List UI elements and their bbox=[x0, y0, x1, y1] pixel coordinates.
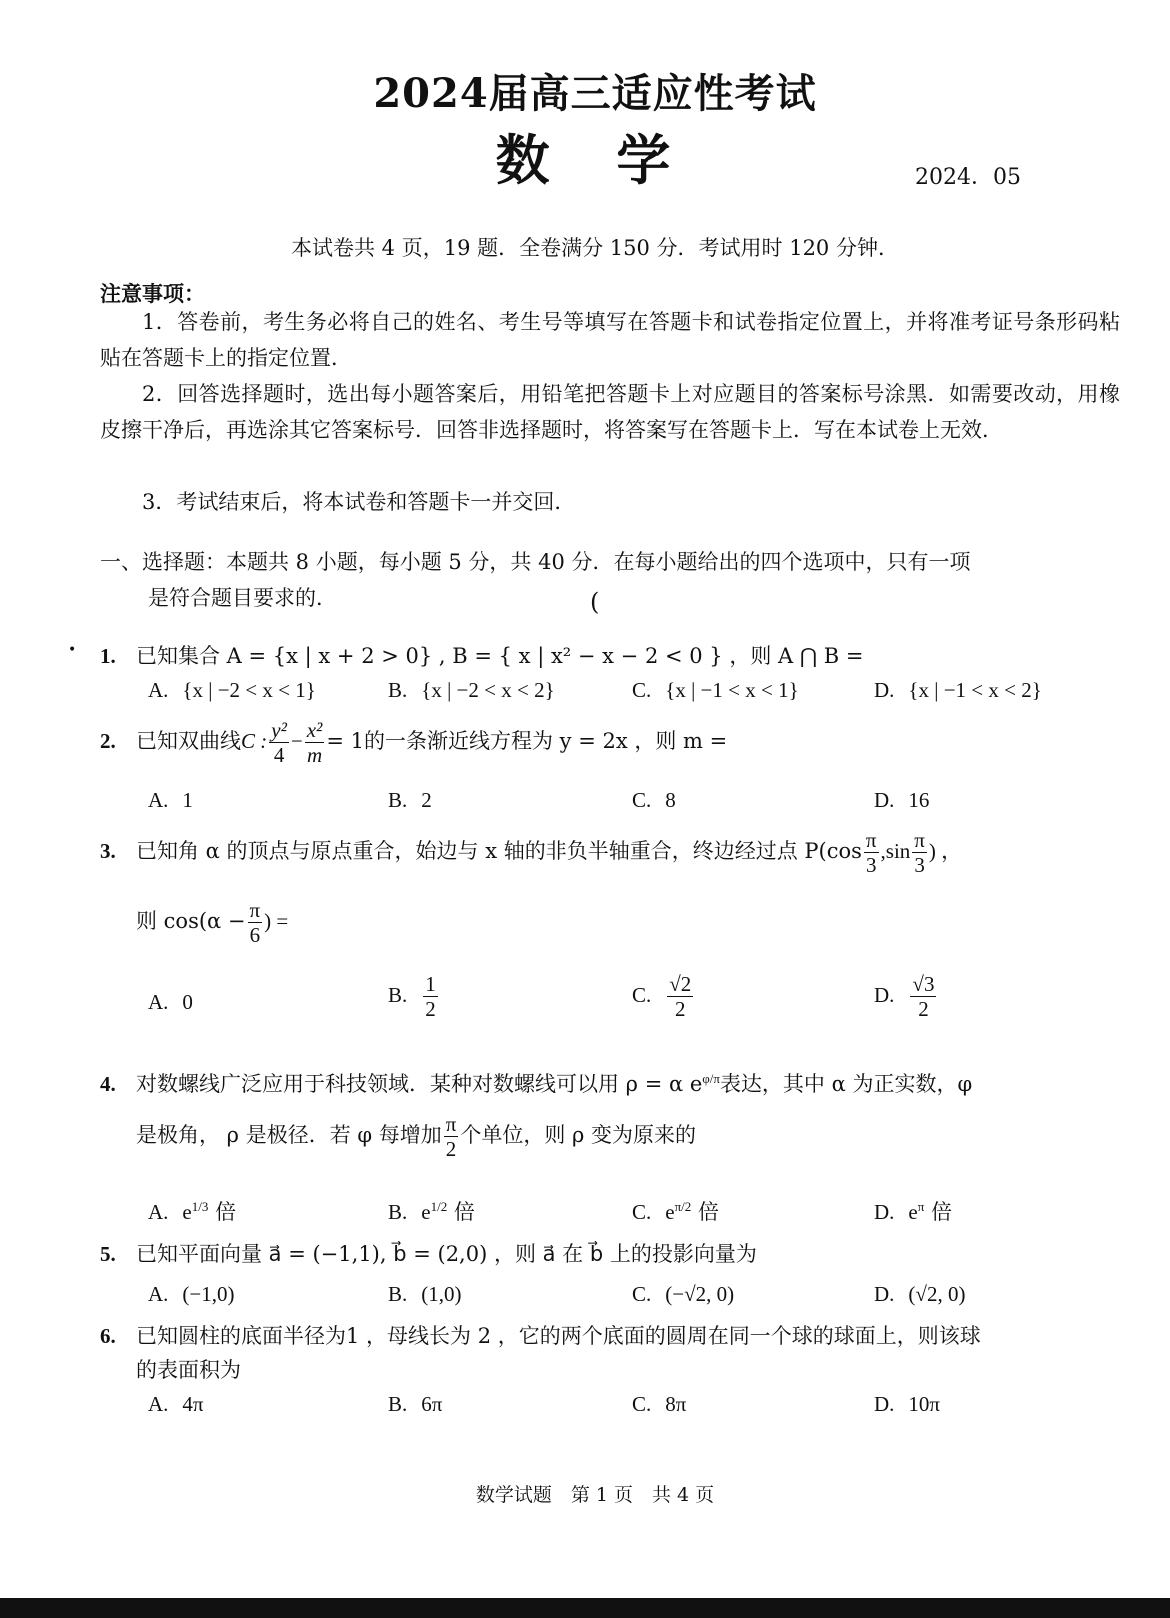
stray-paren: ( bbox=[590, 588, 600, 616]
question-text: 已知集合 A = {x | x + 2 > 0} , B = { x | x² − x − 2 < 0 } ，则 A ⋂ B = bbox=[136, 644, 864, 668]
exam-info: 本试卷共 4 页，19 题．全卷满分 150 分．考试用时 120 分钟． bbox=[291, 236, 899, 260]
option-b: B. (1,0) bbox=[388, 1282, 462, 1306]
question-3-cont: 则 cos(α − $\frac{\pi}{6}$ ) = bbox=[136, 898, 289, 947]
option-d: D. $e^\pi$ 倍 bbox=[874, 1199, 953, 1224]
section-heading-cont: 是符合题目要求的． bbox=[148, 586, 337, 610]
fraction: $\frac{\pi}{2}$ bbox=[445, 1112, 457, 1161]
option-a: A. {x | −2 < x < 1} bbox=[148, 678, 316, 702]
question-number: 4. bbox=[100, 1072, 116, 1096]
question-1 bbox=[100, 640, 863, 670]
notes-title: 注意事项： bbox=[100, 281, 205, 306]
page-footer: 数学试题 第 1 页 共 4 页 bbox=[475, 1484, 715, 1506]
question-6: 6. 已知圆柱的底面半径为1 ，母线长为 2 ，它的两个底面的圆周在同一个球的球面上，则该球 bbox=[100, 1324, 981, 1348]
option-c: C. $\frac{√2}{2}$ bbox=[632, 972, 692, 1021]
note-item-1: 1．答卷前，考生务必将自己的姓名、考生号等填写在答题卡和试卷指定位置上，并将准考证号条形码粘贴在答题卡上的指定位置． bbox=[100, 310, 1120, 370]
scan-edge bbox=[0, 1598, 1170, 1618]
section-heading: 一、选择题：本题共 8 小题，每小题 5 分，共 40 分．在每小题给出的四个选项中，只有一项 bbox=[100, 550, 971, 574]
option-c: C. $e^{\pi/2}$ 倍 bbox=[632, 1199, 719, 1224]
fraction: $\frac{\pi}{6}$ bbox=[249, 898, 261, 947]
fraction: $\frac{\text{y²}}{4}$ bbox=[271, 718, 287, 767]
option-b: B. $\frac{1}{2}$ bbox=[388, 972, 436, 1021]
option-c: C. 8 bbox=[632, 788, 676, 812]
question-number: 6. bbox=[100, 1324, 116, 1348]
option-b: B. 2 bbox=[388, 788, 432, 812]
option-d: D. $\frac{√3}{2}$ bbox=[874, 972, 935, 1021]
option-a: A. (−1,0) bbox=[148, 1282, 235, 1306]
subject-title: 数 学 bbox=[495, 128, 695, 192]
option-b: B. 6π bbox=[388, 1392, 443, 1416]
fraction: $\frac{\pi}{3}$ bbox=[914, 828, 925, 877]
question-4: 4. 对数螺线广泛应用于科技领域．某种对数螺线可以用 ρ = α $e^{\varphi/\pi}$表达，其中 α 为正实数，φ bbox=[100, 1071, 973, 1096]
question-number: 5. bbox=[100, 1242, 116, 1266]
note-item-2: 2．回答选择题时，选出每小题答案后，用铅笔把答题卡上对应题目的答案标号涂黑．如需要改动，用橡皮擦干净后，再选涂其它答案标号．回答非选择题时，将答案写在答题卡上．写在本试卷上无效． bbox=[100, 382, 1120, 442]
question-6-cont: 的表面积为 bbox=[136, 1358, 241, 1382]
option-d: D. {x | −1 < x < 2} bbox=[874, 678, 1042, 702]
exam-title: 2024届高三适应性考试 bbox=[373, 70, 817, 117]
option-c: C. 8π bbox=[632, 1392, 687, 1416]
option-b: B. {x | −2 < x < 2} bbox=[388, 678, 555, 702]
note-item-3: 3．考试结束后，将本试卷和答题卡一并交回． bbox=[142, 490, 576, 514]
option-d: D. 10π bbox=[874, 1392, 941, 1416]
option-c: C. (−√2, 0) bbox=[632, 1282, 735, 1306]
option-d: D. (√2, 0) bbox=[874, 1282, 966, 1306]
option-a: A. 4π bbox=[148, 1392, 204, 1416]
option-b: B. $e^{1/2}$ 倍 bbox=[388, 1199, 475, 1224]
question-number: 3. bbox=[100, 839, 116, 863]
question-number: 1. bbox=[100, 644, 116, 668]
question-2: 2. 已知双曲线C : $\frac{\text{y²}}{4}$ − $\frac{\text{x²}}{m}$ = 1的一条渐近线方程为 y = 2x ，则 m = bbox=[100, 718, 728, 767]
question-number: 2. bbox=[100, 729, 116, 753]
option-c: C. {x | −1 < x < 1} bbox=[632, 678, 799, 702]
fraction: $\frac{\text{x²}}{m}$ bbox=[306, 718, 323, 767]
question-5: 5. 已知平面向量 a⃗ = (−1,1), b⃗ = (2,0) ，则 a⃗ 在 b⃗ 上的投影向量为 bbox=[100, 1242, 757, 1266]
fraction: $\frac{\pi}{3}$ bbox=[865, 828, 877, 877]
option-a: A. $e^{1/3}$ 倍 bbox=[148, 1199, 237, 1224]
exam-date: 2024．05 bbox=[915, 165, 1021, 190]
option-d: D. 16 bbox=[874, 788, 930, 812]
question-4-cont: 是极角， ρ 是极径．若 φ 每增加 $\frac{\pi}{2}$ 个单位，则 ρ 变为原来的 bbox=[136, 1112, 697, 1161]
stray-dot: • bbox=[68, 642, 77, 658]
question-3: 3. 已知角 α 的顶点与原点重合，始边与 x 轴的非负半轴重合，终边经过点 P(cos $\frac{\pi}{3}$ ,sin $\frac{\pi}{3}$ ) ， bbox=[100, 828, 963, 877]
option-a: A. 0 bbox=[148, 990, 193, 1014]
option-a: A. 1 bbox=[148, 788, 193, 812]
